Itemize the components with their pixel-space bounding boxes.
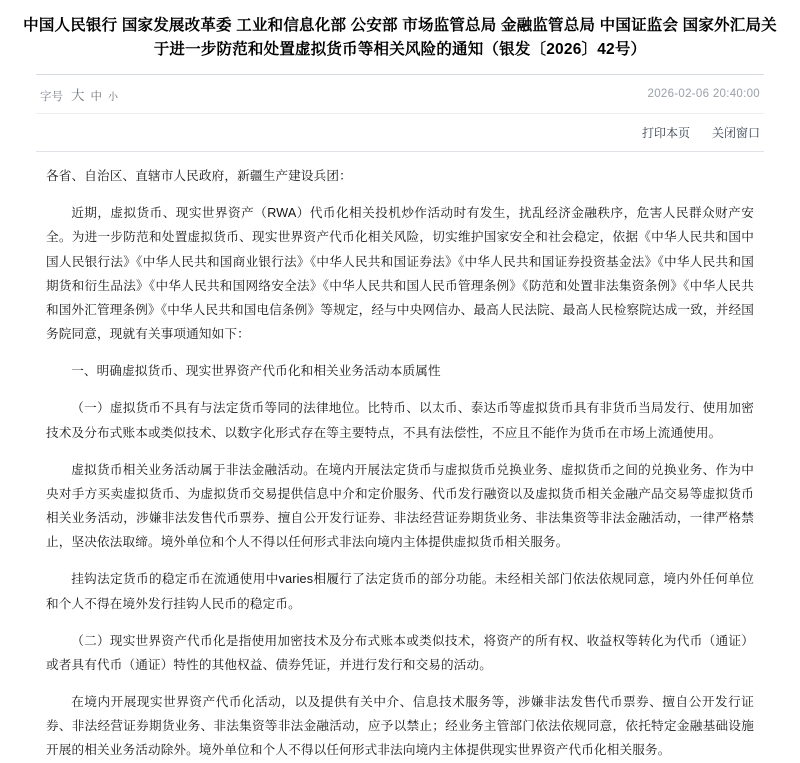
page-title: 中国人民银行 国家发展改革委 工业和信息化部 公安部 市场监管总局 金融监管总局 中国证监会 国家外汇局关于进一步防范和处置虚拟货币等相关风险的通知（银发〔2026〕42号） [23,17,777,59]
font-size-large-button[interactable]: 大 [71,88,85,104]
document-meta-bar [36,74,764,114]
font-size-medium-button[interactable]: 中 [90,91,102,104]
document-action-bar [36,124,764,141]
document-paragraph: （二）现实世界资产代币化是指使用加密技术及分布式账本或类似技术，将资产的所有权、收益权等转化为代币（通证）或者具有代币（通证）特性的其他权益、债券凭证，并进行发行和交易的活动。 [46,633,754,672]
document-paragraph: 挂钩法定货币的稳定币在流通使用中varies相履行了法定货币的部分功能。未经相关部门依法依规同意，境内外任何单位和个人不得在境外发行挂钩人民币的稳定币。 [46,572,754,611]
document-paragraph: （一）虚拟货币不具有与法定货币等同的法律地位。比特币、以太币、泰达币等虚拟货币具有非货币当局发行、使用加密技术及分布式账本或类似技术、以数字化形式存在等主要特点，不具有法偿性，不应且不能作为货币在市场上流通使用。 [46,401,754,440]
document-paragraph: 各省、自治区、直辖市人民政府，新疆生产建设兵团： [46,169,352,184]
close-window-link[interactable]: 关闭窗口 [711,126,760,141]
font-size-label: 字号 [40,91,63,104]
font-size-small-button[interactable]: 小 [108,92,118,104]
document-paragraph: 在境内开展现实世界资产代币化活动，以及提供有关中介、信息技术服务等，涉嫌非法发售代币票券、擅自公开发行证券、非法经营证券期货业务、非法集资等非法金融活动，应予以禁止；经业务主管部门依法依规同意，依托特定金融基础设施开展的相关业务活动除外。境外单位和个人不得以任何形式非法向境内主体提供现实世界资产代币化相关服务。 [46,695,754,758]
font-size-controls [40,84,118,104]
document-paragraph: 近期，虚拟货币、现实世界资产（RWA）代币化相关投机炒作活动时有发生，扰乱经济金融秩序，危害人民群众财产安全。为进一步防范和处置虚拟货币、现实世界资产代币化相关风险，切实维护国家安全和社会稳定，依据《中华人民共和国中国人民银行法》《中华人民共和国商业银行法》《中华人民共和国证券法》《中华人民共和国证券投资基金法》《中华人民共和国期货和衍生品法》《中华人民共和国网络安全法》《中华人民共和国人民币管理条例》《防范和处置非法集资条例》《中华人民共和国外汇管理条例》《中华人民共和国电信条例》等规定，经与中央网信办、最高人民法院、最高人民检察院达成一致，并经国务院同意，现就有关事项通知如下： [46,206,754,342]
print-page-link[interactable]: 打印本页 [641,126,690,141]
document-section-heading: 一、明确虚拟货币、现实世界资产代币化和相关业务活动本质属性 [71,364,441,379]
document-body [0,152,800,763]
publish-timestamp: 2026-02-06 20:40:00 [647,88,760,101]
document-paragraph: 虚拟货币相关业务活动属于非法金融活动。在境内开展法定货币与虚拟货币兑换业务、虚拟货币之间的兑换业务、作为中央对手方买卖虚拟货币、为虚拟货币交易提供信息中介和定价服务、代币发行融资以及虚拟货币相关金融产品交易等虚拟货币相关业务活动，涉嫌非法发售代币票券、擅自公开发行证券、非法经营证券期货业务、非法集资等非法金融活动，一律严格禁止，坚决依法取缔。境外单位和个人不得以任何形式非法向境内主体提供虚拟货币相关服务。 [46,462,754,550]
